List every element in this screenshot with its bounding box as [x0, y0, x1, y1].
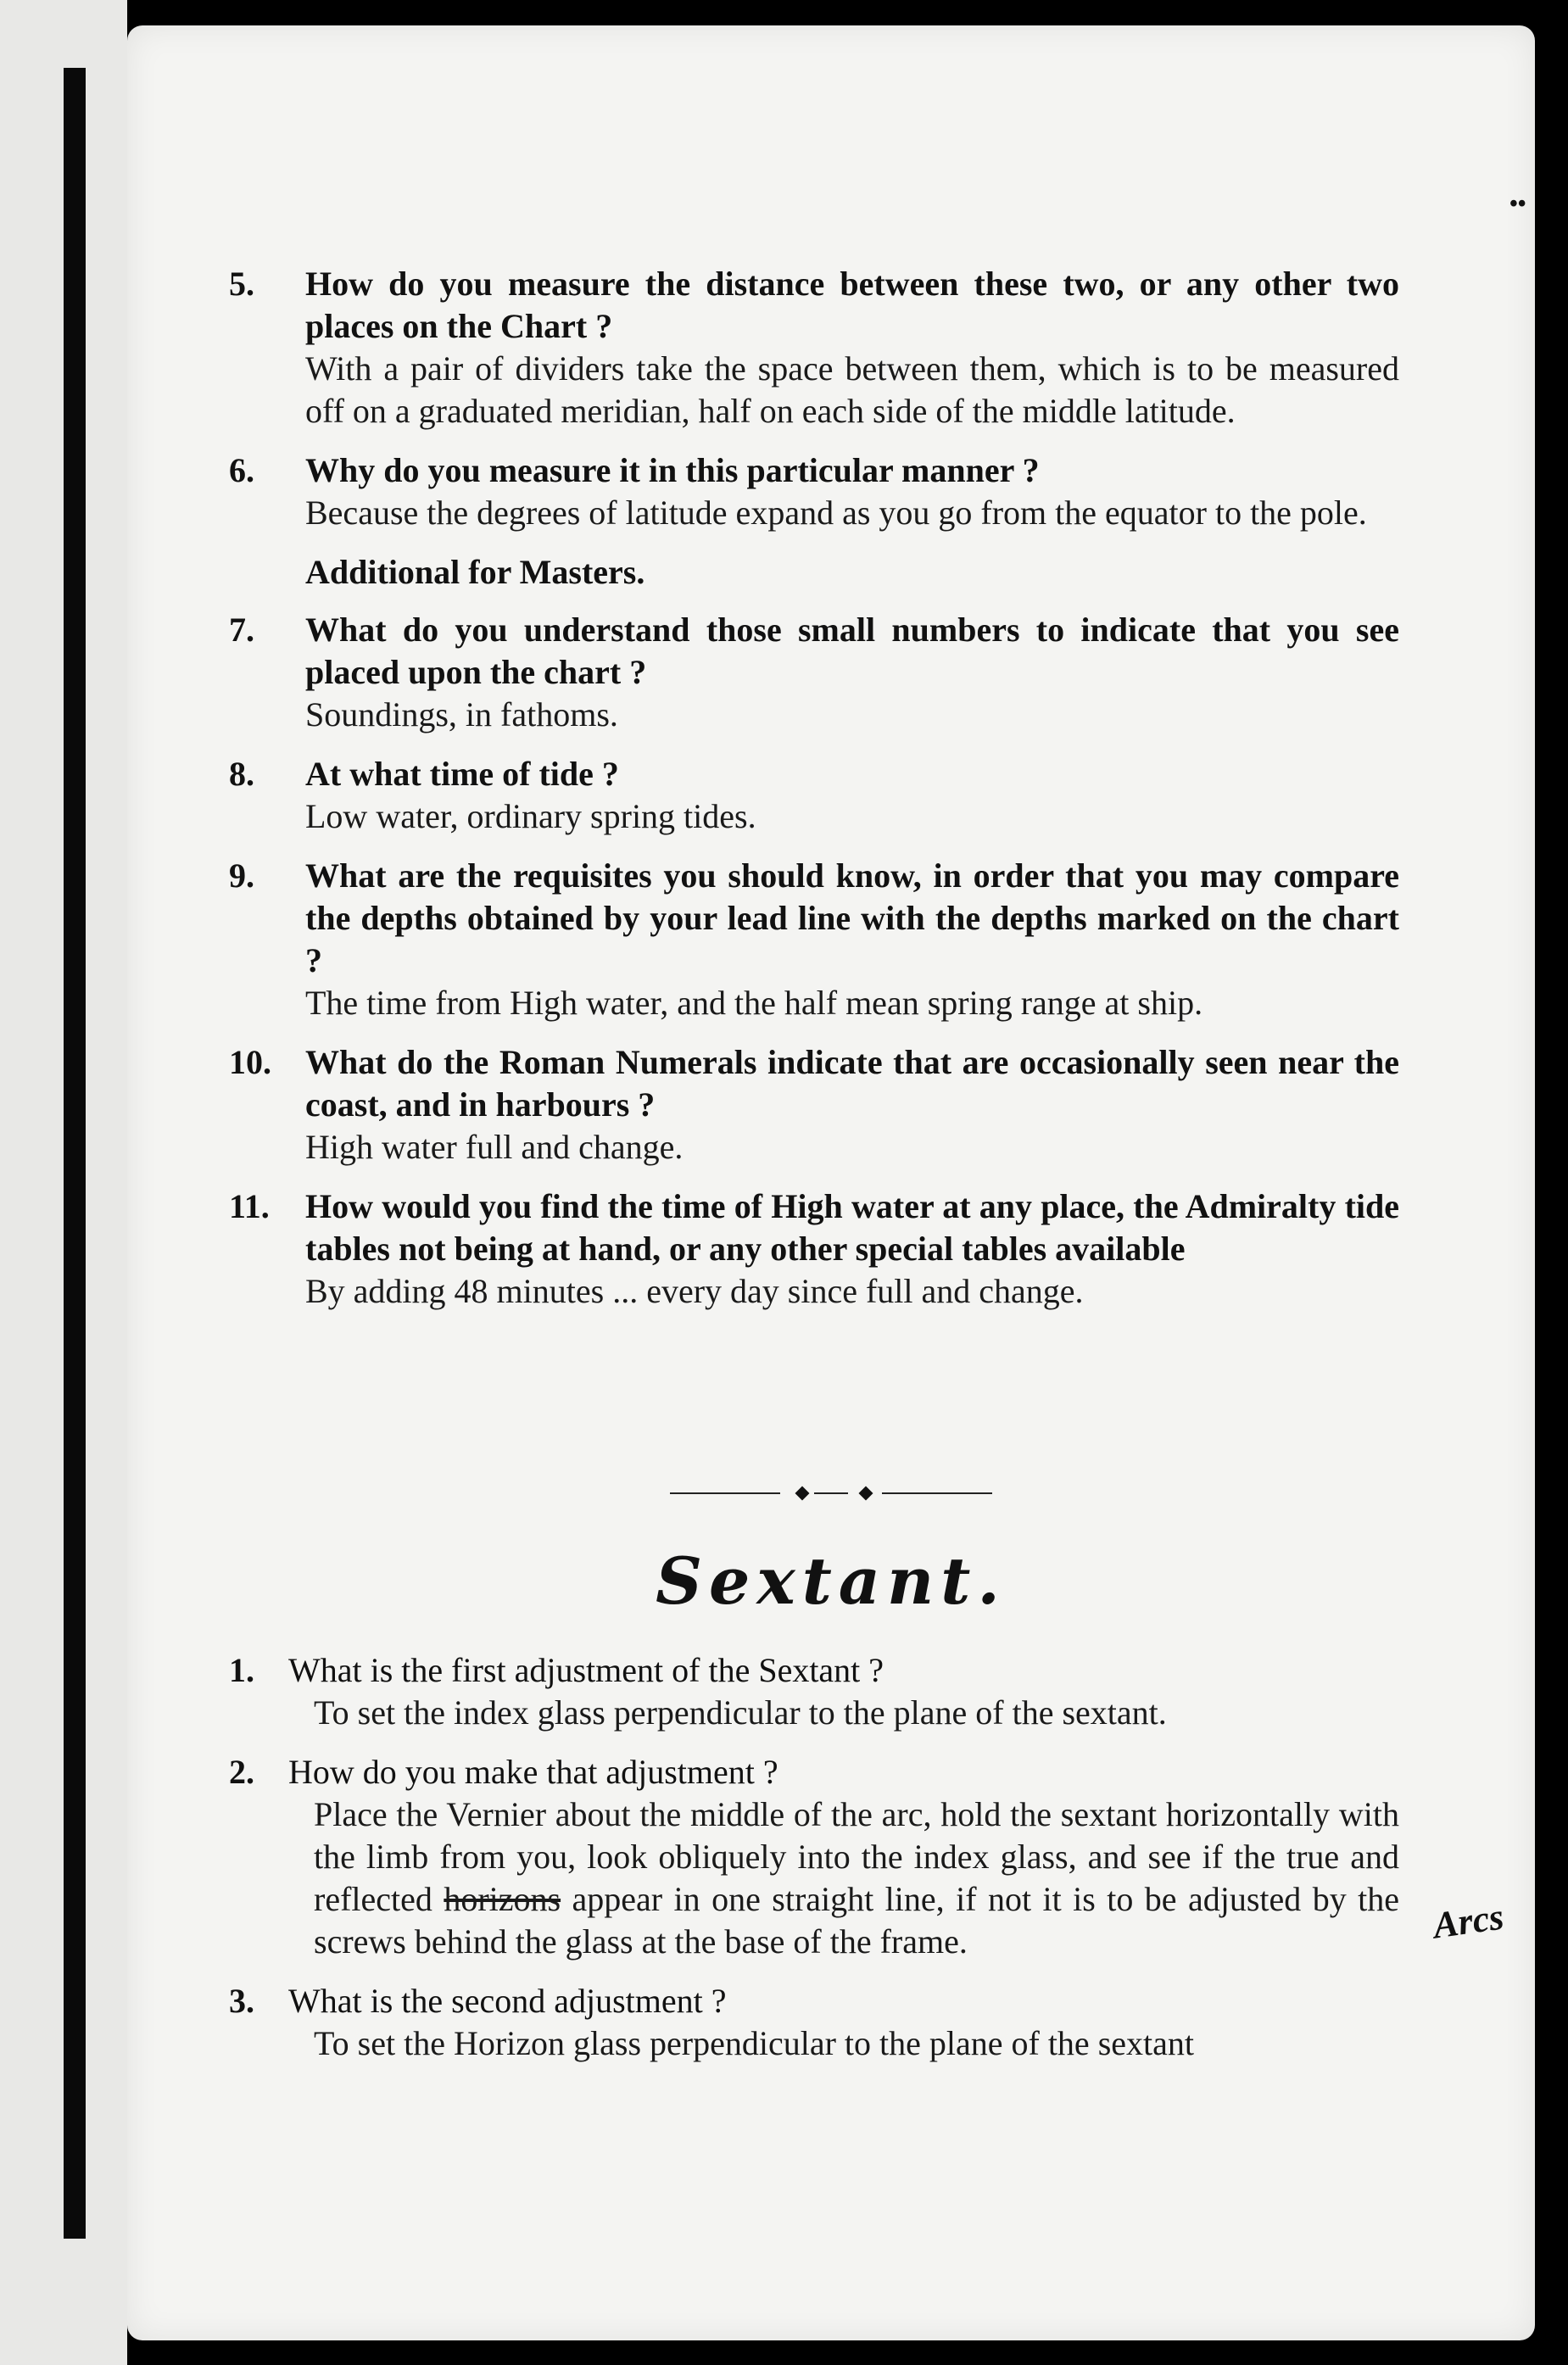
section-divider-ornament — [670, 1488, 992, 1498]
question-text: What is the first adjustment of the Sextant ? — [288, 1651, 884, 1689]
question-number: 5. — [229, 265, 254, 303]
answer-text: High water full and change. — [305, 1128, 684, 1166]
answer-text: To set the Horizon glass perpendicular to the plane of the sextant — [314, 2024, 1194, 2062]
answer-text: Because the degrees of latitude expand as you go from the equator to the pole. — [305, 494, 1367, 532]
struck-word: horizons — [444, 1880, 561, 1918]
question-number: 10. — [229, 1043, 271, 1081]
question-block — [229, 1185, 1399, 1313]
question-number: 9. — [229, 856, 254, 895]
page-mark: •• — [1509, 191, 1526, 217]
question-text: What do the Roman Numerals indicate that are occasionally seen near the coast, and in harbours ? — [305, 1043, 1399, 1124]
divider-diamond — [795, 1486, 810, 1501]
question-block — [229, 609, 1399, 736]
question-block — [229, 855, 1399, 1024]
question-text: How would you find the time of High water at any place, the Admiralty tide tables not being at hand, or any other special tables available — [305, 1187, 1399, 1268]
question-block — [229, 1751, 1399, 1963]
question-block — [229, 753, 1399, 838]
question-text: At what time of tide ? — [305, 755, 619, 793]
divider-rule — [814, 1492, 848, 1494]
question-block — [229, 263, 1399, 432]
masters-heading: Additional for Masters. — [305, 553, 645, 591]
question-text: How do you make that adjustment ? — [288, 1753, 778, 1791]
question-number: 3. — [229, 1982, 254, 2020]
question-block — [229, 1041, 1399, 1169]
divider-rule — [882, 1492, 992, 1494]
question-number: 6. — [229, 451, 254, 489]
answer-text: Soundings, in fathoms. — [305, 695, 618, 733]
answer-part: appear in one straight line, if not it is to be adjusted by the screws behind the glass at the base of the frame. — [314, 1880, 1400, 1961]
binding-thread — [64, 68, 86, 2239]
question-number: 7. — [229, 611, 254, 649]
section-title-sextant: Sextant. — [656, 1543, 1007, 1619]
sextant-questions — [229, 1649, 1399, 2082]
question-number: 1. — [229, 1651, 254, 1689]
answer-text: The time from High water, and the half mean spring range at ship. — [305, 984, 1203, 1022]
question-number: 2. — [229, 1753, 254, 1791]
answer-text: Low water, ordinary spring tides. — [305, 797, 756, 835]
handwritten-margin-note: Arcs — [1430, 1895, 1507, 1947]
divider-rule — [670, 1492, 780, 1494]
divider-diamond — [859, 1486, 873, 1501]
question-text: What are the requisites you should know, in order that you may compare the depths obtained by your lead line with the depths marked on the chart ? — [305, 856, 1399, 979]
question-block — [229, 449, 1399, 534]
question-number: 8. — [229, 755, 254, 793]
question-text: Why do you measure it in this particular manner ? — [305, 451, 1040, 489]
answer-part: Place the Vernier about the middle of the arc, hold the sextant horizontally with the limb from you, look obliquely into the index glass, and see if the true and reflected — [314, 1795, 1399, 1918]
question-text: What do you understand those small numbers to indicate that you see placed upon the chart ? — [305, 611, 1399, 691]
question-block — [229, 1649, 1399, 1734]
answer-text: To set the index glass perpendicular to the plane of the sextant. — [314, 1693, 1167, 1732]
question-text: What is the second adjustment ? — [288, 1982, 727, 2020]
question-block — [229, 1980, 1399, 2065]
chart-questions — [229, 263, 1399, 1330]
question-text: How do you measure the distance between these two, or any other two places on the Chart ? — [305, 265, 1399, 345]
answer-text — [314, 1793, 1399, 1963]
answer-text: With a pair of dividers take the space between them, which is to be measured off on a graduated meridian, half on each side of the middle latitude. — [305, 349, 1399, 430]
question-number: 11. — [229, 1187, 270, 1225]
answer-text: By adding 48 minutes ... every day since full and change. — [305, 1272, 1084, 1310]
